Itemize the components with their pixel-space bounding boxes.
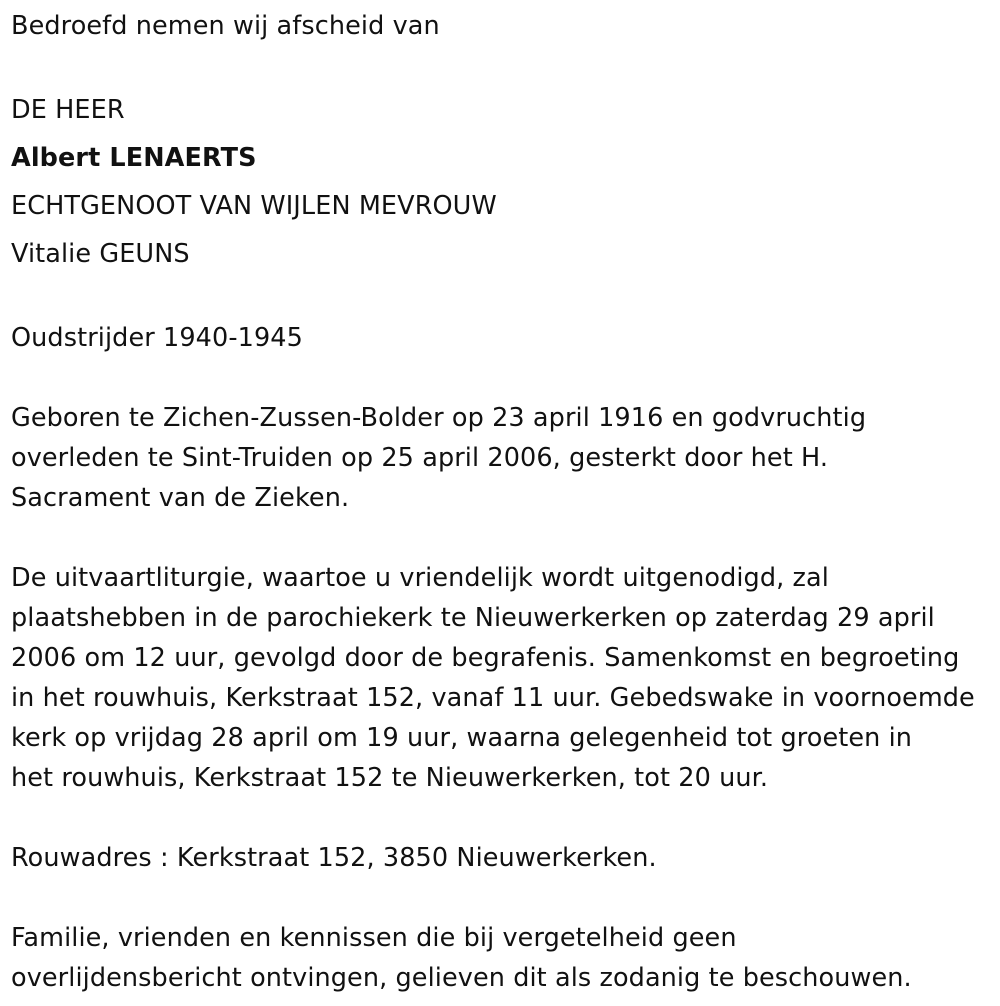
paragraph-line: Sacrament van de Zieken.: [11, 483, 350, 513]
paragraph-line: Geboren te Zichen-Zussen-Bolder op 23 april 1916 en godvruchtig: [11, 403, 867, 433]
paragraph-line: overlijdensbericht ontvingen, gelieven dit als zodanig te beschouwen.: [11, 963, 912, 993]
veteran-text: Oudstrijder 1940-1945: [11, 323, 303, 353]
funeral-paragraph: [11, 558, 996, 798]
closing-paragraph: [11, 918, 996, 998]
paragraph-line: plaatshebben in de parochiekerk te Nieuwerkerken op zaterdag 29 april: [11, 603, 935, 633]
paragraph-line: het rouwhuis, Kerkstraat 152 te Nieuwerkerken, tot 20 uur.: [11, 763, 769, 793]
paragraph-line: in het rouwhuis, Kerkstraat 152, vanaf 11 uur. Gebedswake in voornoemde: [11, 683, 975, 713]
title-prefix: DE HEER: [11, 95, 125, 125]
paragraph-line: 2006 om 12 uur, gevolgd door de begrafenis. Samenkomst en begroeting: [11, 643, 960, 673]
intro-text: Bedroefd nemen wij afscheid van: [11, 11, 440, 41]
birth-death-paragraph: [11, 398, 996, 518]
deceased-name: Albert LENAERTS: [11, 143, 257, 173]
relation-text: ECHTGENOOT VAN WIJLEN MEVROUW: [11, 191, 497, 221]
obituary-notice: [11, 6, 996, 998]
paragraph-line: De uitvaartliturgie, waartoe u vriendelijk wordt uitgenodigd, zal: [11, 563, 829, 593]
paragraph-line: Familie, vrienden en kennissen die bij vergetelheid geen: [11, 923, 737, 953]
deceased-block: [11, 86, 996, 278]
mourning-address: Rouwadres : Kerkstraat 152, 3850 Nieuwerkerken.: [11, 843, 657, 873]
paragraph-line: kerk op vrijdag 28 april om 19 uur, waarna gelegenheid tot groeten in: [11, 723, 913, 753]
spouse-name: Vitalie GEUNS: [11, 239, 190, 269]
paragraph-line: overleden te Sint-Truiden op 25 april 2006, gesterkt door het H.: [11, 443, 829, 473]
